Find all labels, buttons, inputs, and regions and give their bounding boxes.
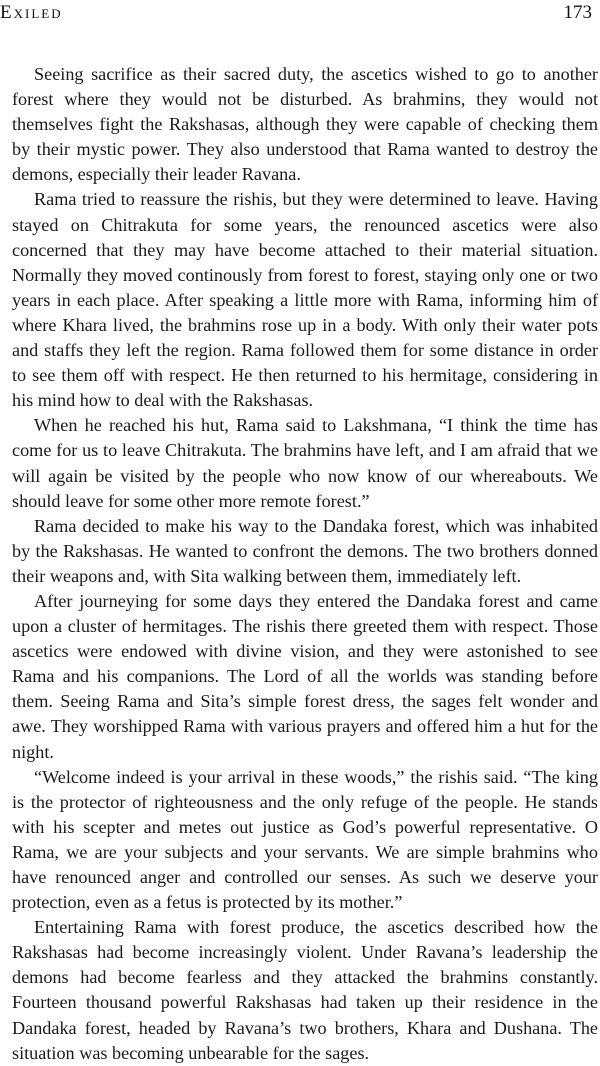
running-head: Exiled xyxy=(0,2,63,23)
paragraph: When he reached his hut, Rama said to Lakshmana, “I think the time has come for us to leave Chitrakuta. The brahmins have left, and I am afraid that we will again be visited by the people who now know of our whereabouts. We should leave for some other more remote forest.” xyxy=(12,415,598,511)
paragraph: After journeying for some days they entered the Dandaka forest and came upon a cluster of hermitages. The rishis there greeted them with respect. Those ascetics were endowed with divine vision, and they were astonished to see Rama and his companions. The Lord of all the worlds was standing before them. Seeing Rama and Sita’s simple forest dress, the sages felt wonder and awe. They worshipped Rama with various prayers and offered him a hut for the night. xyxy=(12,590,598,762)
body-text xyxy=(12,62,598,1066)
paragraph: Seeing sacrifice as their sacred duty, the ascetics wished to go to another forest where they would not be disturbed. As brahmins, they would not themselves fight the Rakshasas, although they were capable of checking them by their mystic power. They also understood that Rama wanted to destroy the demons, especially their leader Ravana. xyxy=(12,64,598,185)
paragraph: Entertaining Rama with forest produce, the ascetics described how the Rakshasas had become increasingly violent. Under Ravana’s leadership the demons had become fearless and they attacked the brahmins constantly. Fourteen thousand powerful Rakshasas had taken up their residence in the Dandaka forest, headed by Ravana’s two brothers, Khara and Dushana. The situation was becoming unbearable for the sages. xyxy=(12,917,598,1063)
paragraph: Rama tried to reassure the rishis, but they were determined to leave. Having stayed on Chitrakuta for some years, the renounced ascetics were also concerned that they may have become attached to their material situation. Normally they moved continously from forest to forest, staying only one or two years in each place. After speaking a little more with Rama, informing him of where Khara lived, the brahmins rose up in a body. With only their water pots and staffs they left the region. Rama followed them for some distance in order to see them off with respect. He then returned to his hermitage, considering in his mind how to deal with the Rakshasas. xyxy=(12,189,598,411)
paragraph: “Welcome indeed is your arrival in these woods,” the rishis said. “The king is the protector of righteousness and the only refuge of the people. He stands with his scepter and metes out justice as God’s powerful representative. O Rama, we are your subjects and your servants. We are simple brahmins who have renounced anger and controlled our senses. As such we deserve your protection, even as a fetus is protected by its mother.” xyxy=(12,766,598,913)
paragraph: Rama decided to make his way to the Dandaka forest, which was inhabited by the Rakshasas. He wanted to confront the demons. The two brothers donned their weapons and, with Sita walking between them, immediately left. xyxy=(12,515,598,586)
page-number: 173 xyxy=(563,2,592,23)
